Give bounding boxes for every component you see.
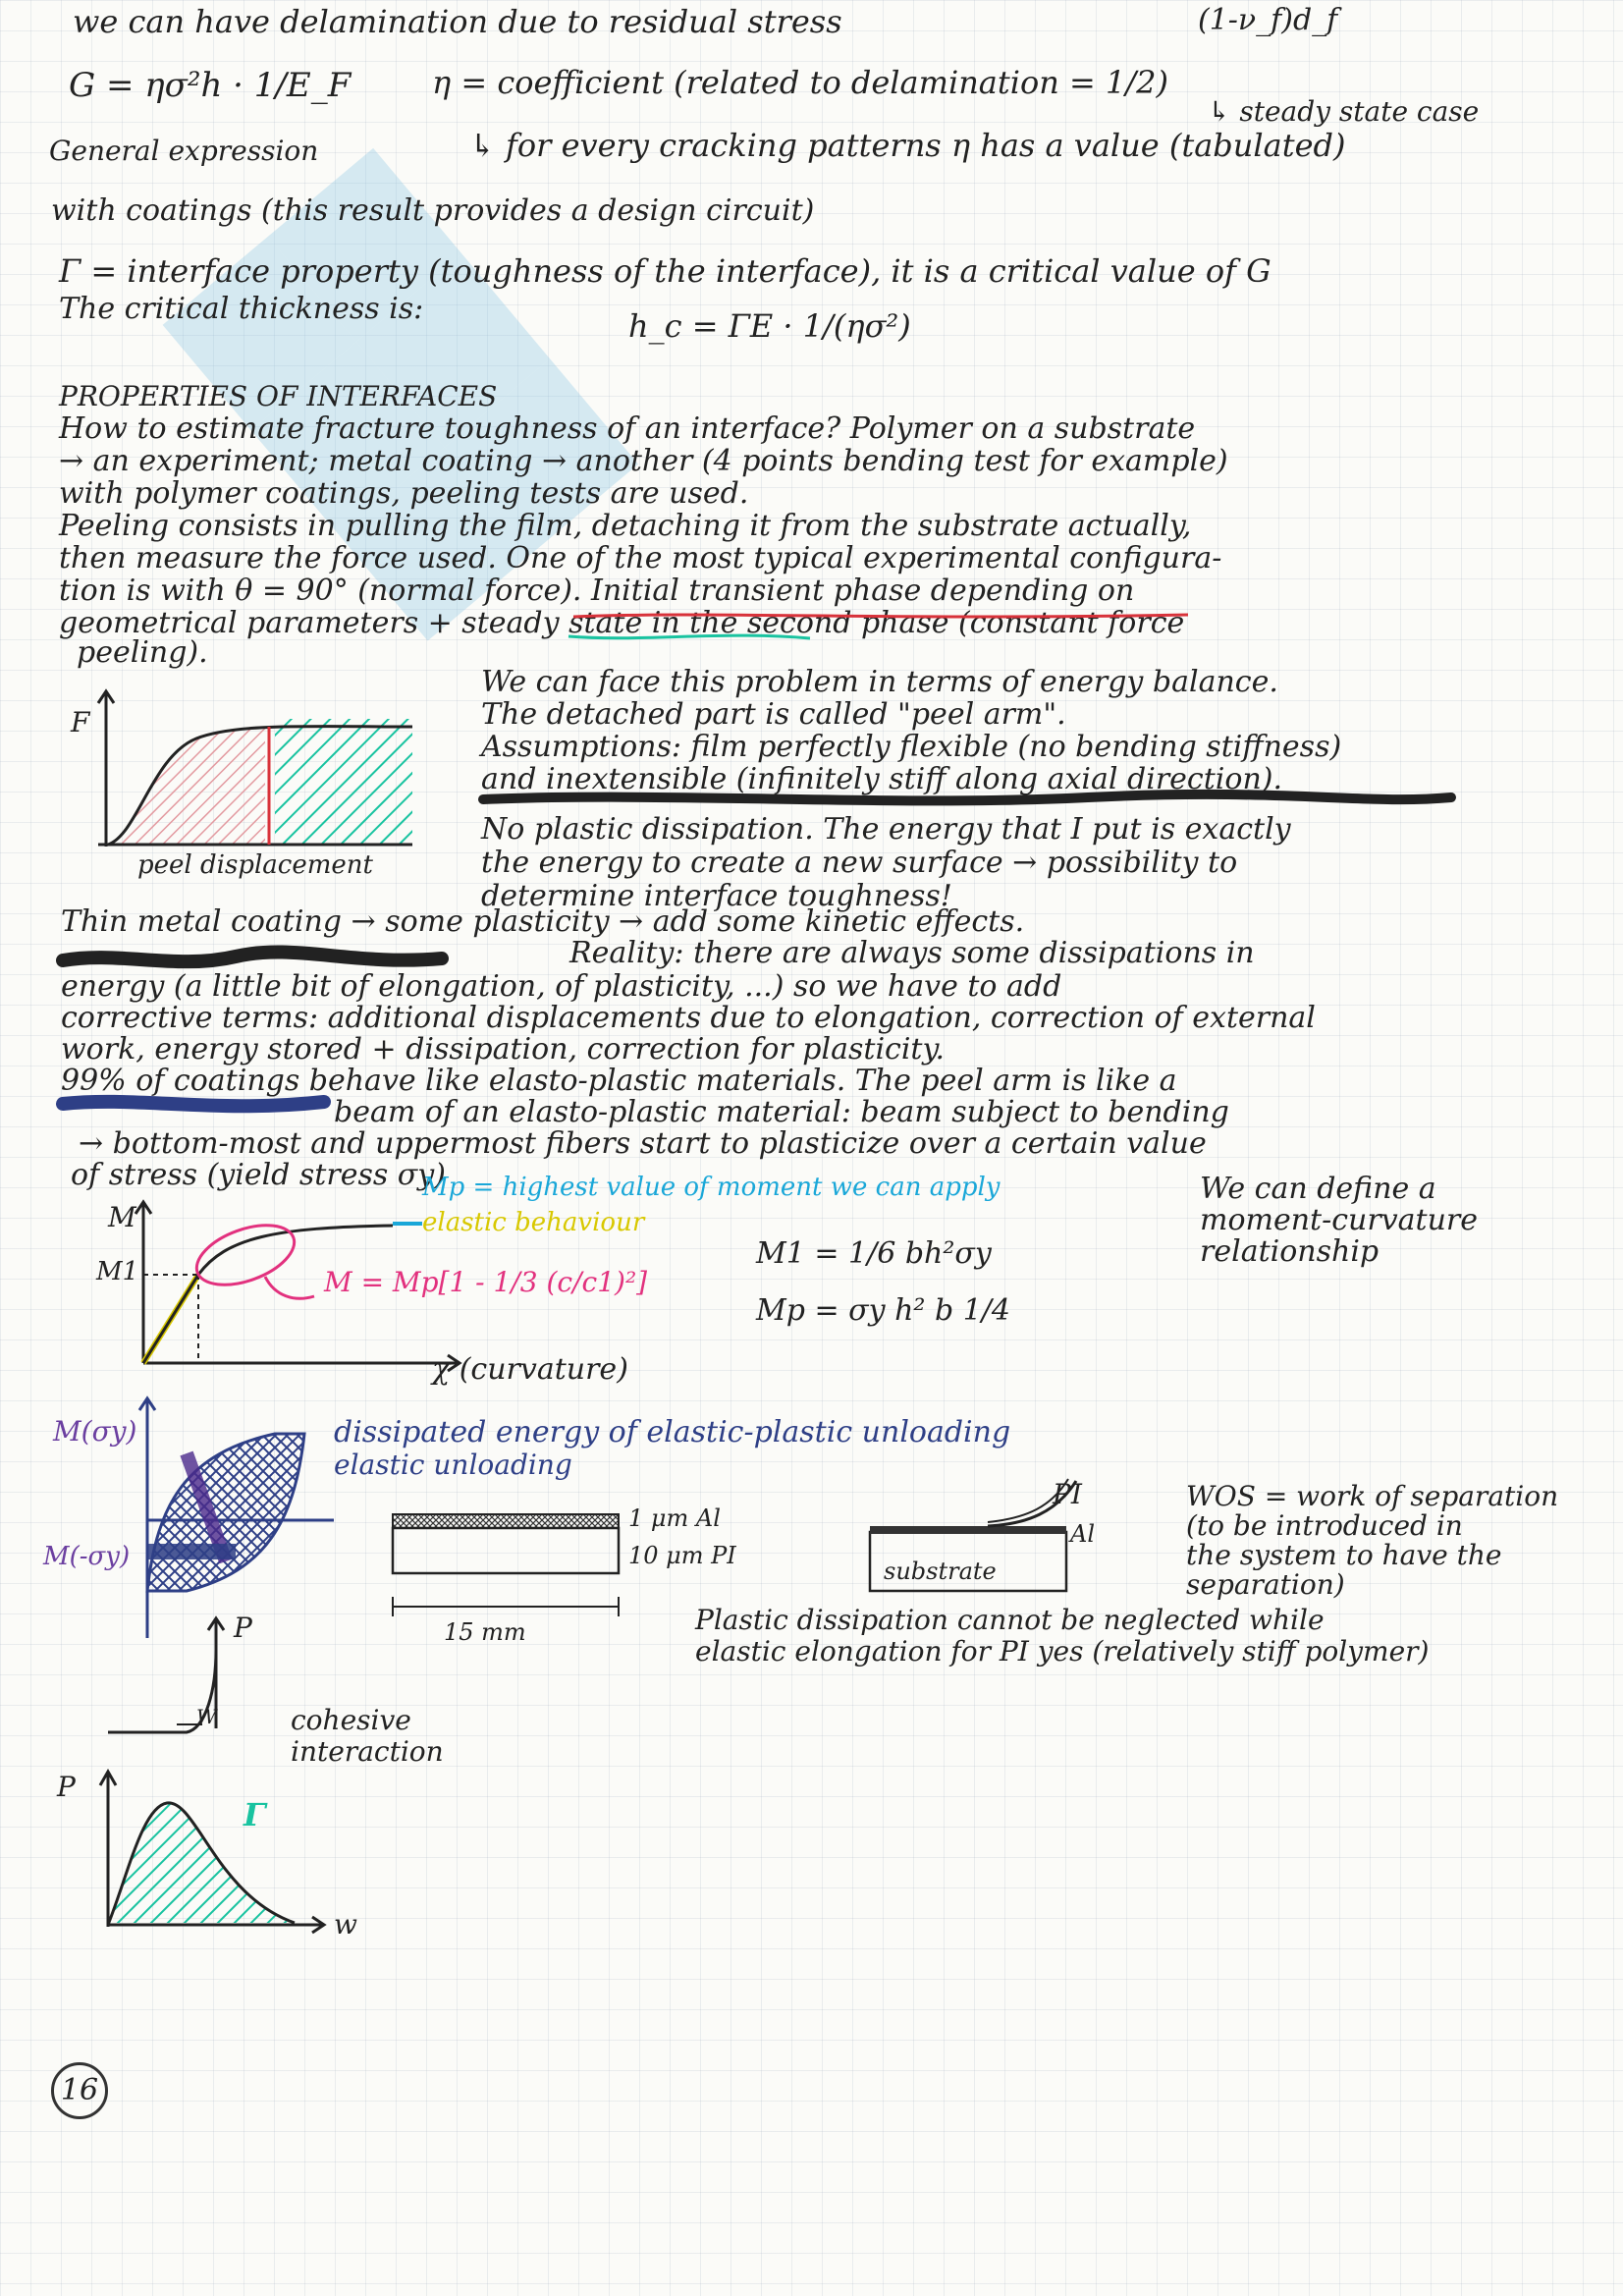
axis-label-m: M <box>108 1201 136 1233</box>
text-line: Thin metal coating → some plasticity → add some kinetic effects. <box>61 904 1025 939</box>
text-line: We can define a <box>1200 1172 1436 1206</box>
text-line: elastic unloading <box>334 1449 572 1481</box>
underline <box>565 629 820 648</box>
formula-moment-curvature: M = Mp[1 - 1/3 (c/c1)²] <box>324 1266 648 1298</box>
label-length: 15 mm <box>444 1618 526 1646</box>
text-line: cohesive <box>291 1704 411 1736</box>
text-line: → bottom-most and uppermost fibers start to plasticize over a certain value <box>79 1126 1207 1161</box>
specimen-diagram <box>383 1503 638 1630</box>
strikeout-scribble <box>479 786 1461 815</box>
text-line: relationship <box>1200 1234 1380 1269</box>
underline <box>569 607 1198 627</box>
label-pi: PI <box>1053 1478 1082 1510</box>
text-line: ↳ for every cracking patterns η has a value (tabulated) <box>469 127 1346 164</box>
strikeout-scribble <box>59 943 452 982</box>
gamma-label: Γ <box>243 1796 266 1833</box>
text-line: moment-curvature <box>1200 1203 1478 1237</box>
axis-label-peel: peel displacement <box>137 850 373 880</box>
hysteresis-chart <box>128 1394 344 1644</box>
label-al: Al <box>1070 1520 1096 1548</box>
axis-label-w1: W <box>196 1705 217 1728</box>
text-line: (1-ν_f)d_f <box>1198 3 1338 37</box>
text-line: Assumptions: film perfectly flexible (no bending stiffness) <box>481 730 1342 764</box>
text-line: ↳ steady state case <box>1208 95 1480 128</box>
text-line: How to estimate fracture toughness of an interface? Polymer on a substrate <box>59 411 1196 446</box>
text-line: and inextensible (infinitely stiff along axial direction). <box>481 762 1283 796</box>
text-line: No plastic dissipation. The energy that I put is exactly <box>481 812 1291 847</box>
axis-label-curvature: χ (curvature) <box>432 1352 628 1387</box>
label-substrate: substrate <box>884 1558 997 1585</box>
label-al-layer: 1 μm Al <box>628 1504 721 1532</box>
text-line: We can face this problem in terms of energy balance. <box>481 665 1278 699</box>
text-line: → an experiment; metal coating → another (4 points bending test for example) <box>59 444 1228 478</box>
text-line: Peeling consists in pulling the film, detaching it from the substrate actually, <box>59 509 1192 543</box>
text-line: work, energy stored + dissipation, correction for plasticity. <box>61 1032 945 1066</box>
text-line: separation) <box>1186 1568 1345 1601</box>
text-line: corrective terms: additional displacements due to elongation, correction of external <box>61 1001 1316 1035</box>
text-line: 99% of coatings behave like elasto-plastic materials. The peel arm is like a <box>61 1064 1177 1098</box>
text-line: with polymer coatings, peeling tests are used. <box>59 476 749 511</box>
text-line: energy (a little bit of elongation, of plasticity, ...) so we have to add <box>61 969 1062 1004</box>
text-line: elastic elongation for PI yes (relatively stiff polymer) <box>695 1635 1430 1667</box>
formula-energy-release: G = ησ²h · 1/E_F <box>69 66 352 105</box>
strikeout-scribble <box>59 1090 334 1120</box>
text-line: determine interface toughness! <box>481 879 952 913</box>
axis-label-m1: M1 <box>96 1257 139 1286</box>
text-line: geometrical parameters + steady state in the second phase (constant force <box>59 606 1185 640</box>
axis-label-m-minus-sy: M(-σy) <box>43 1542 131 1571</box>
axis-label-f: F <box>71 706 90 738</box>
axis-label-p1: P <box>234 1612 252 1644</box>
section-heading: PROPERTIES OF INTERFACES <box>59 380 498 412</box>
text-line: (to be introduced in <box>1186 1509 1463 1542</box>
text-line: the energy to create a new surface → possibility to <box>481 846 1238 880</box>
text-line: Γ = interface property (toughness of the interface), it is a critical value of G <box>59 252 1271 290</box>
text-line: η = coefficient (related to delamination = 1/2) <box>432 64 1168 101</box>
text-line: with coatings (this result provides a design circuit) <box>51 193 815 228</box>
axis-label-p2: P <box>57 1771 76 1803</box>
text-line: The critical thickness is: <box>59 292 424 326</box>
text-line: General expression <box>49 135 319 167</box>
text-line: WOS = work of separation <box>1186 1480 1559 1512</box>
text-line: of stress (yield stress σy) <box>71 1158 446 1192</box>
text-line: then measure the force used. One of the most typical experimental configura- <box>59 541 1222 575</box>
label-pi-layer: 10 μm PI <box>628 1542 736 1569</box>
formula-critical-thickness: h_c = ΓE · 1/(ησ²) <box>628 307 911 345</box>
axis-label-w2: w <box>334 1908 357 1941</box>
text-line: interaction <box>291 1735 444 1768</box>
formula-m1: M1 = 1/6 bh²σy <box>756 1236 992 1271</box>
annotation-elastic: elastic behaviour <box>422 1208 645 1237</box>
text-line: The detached part is called "peel arm". <box>481 697 1066 732</box>
text-line: beam of an elasto-plastic material: beam subject to bending <box>334 1095 1229 1129</box>
axis-label-m-sy: M(σy) <box>53 1415 137 1448</box>
traction-separation-chart <box>88 1768 373 1944</box>
text-line: peeling). <box>77 635 208 670</box>
text-line: Reality: there are always some dissipations in <box>569 936 1255 970</box>
text-line: tion is with θ = 90° (normal force). Initial transient phase depending on <box>59 574 1135 608</box>
text-line: we can have delamination due to residual stress <box>73 3 842 40</box>
page-number: 16 <box>51 2062 108 2119</box>
text-line: the system to have the <box>1186 1539 1502 1571</box>
annotation-mp: Mp = highest value of moment we can apply <box>422 1173 1001 1202</box>
formula-mp: Mp = σy h² b 1/4 <box>756 1293 1010 1328</box>
text-line: Plastic dissipation cannot be neglected while <box>695 1604 1325 1636</box>
text-line: dissipated energy of elastic-plastic unloading <box>334 1415 1011 1449</box>
